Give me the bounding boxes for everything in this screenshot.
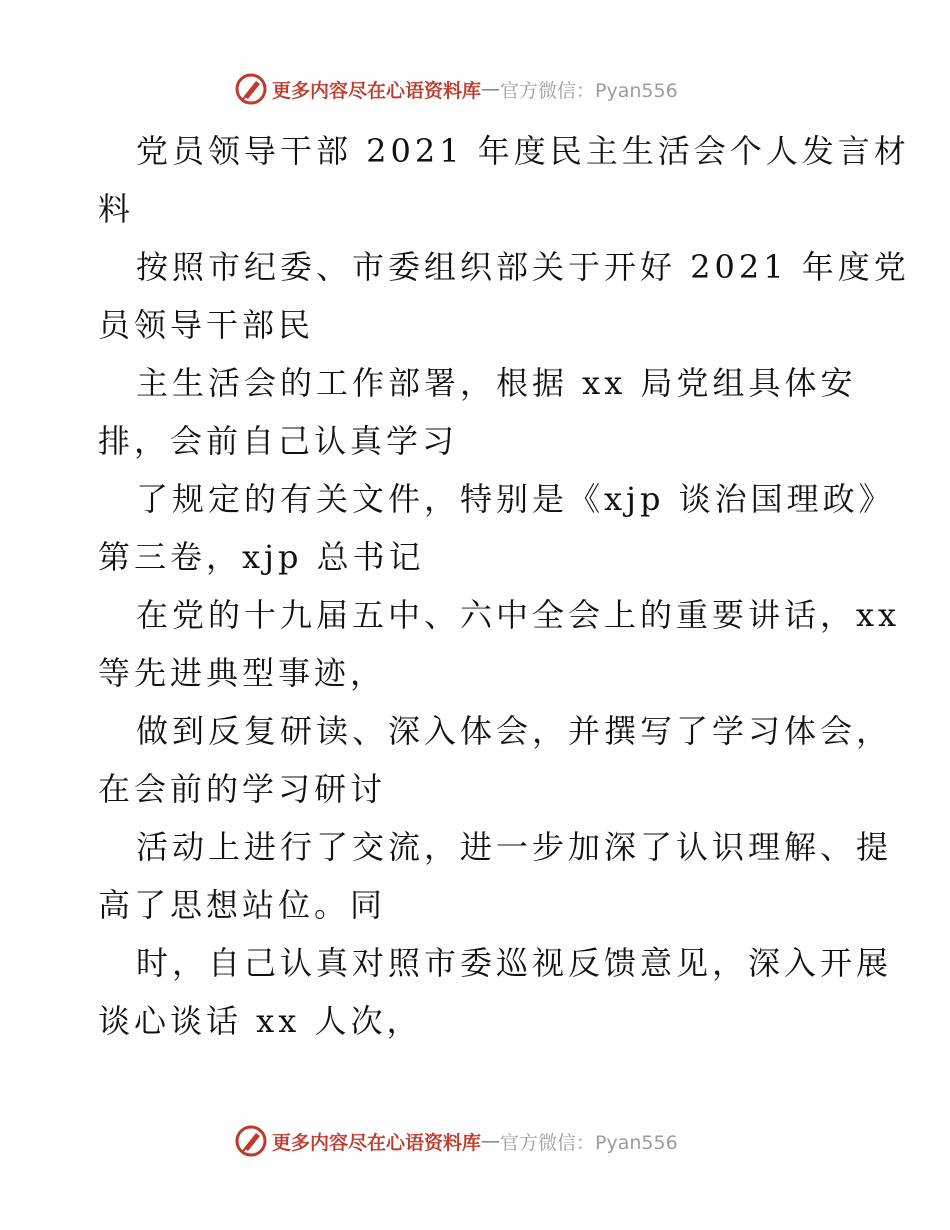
line-5-second: 等先进典型事迹， (98, 654, 387, 692)
paragraph-line-7 (98, 818, 893, 934)
line-6-first: 做到反复研读、深入体会，并撰写了学习体会， (136, 712, 893, 750)
line-7-first: 活动上进行了交流，进一步加深了认识理解、提 (136, 828, 893, 866)
footer-watermark (234, 1124, 754, 1158)
watermark-wechat: 官方微信：Pyan556 (500, 79, 678, 102)
line-2-second: 员领导干部民 (98, 306, 315, 344)
line-6-second: 在会前的学习研讨 (98, 770, 387, 808)
document-body (98, 122, 910, 1050)
line-2-first: 按照市纪委、市委组织部关于开好 2021 年度党 (136, 248, 910, 286)
paragraph-line-3 (98, 354, 858, 470)
paragraph-line-4 (98, 470, 895, 586)
pen-nib-circle-icon (234, 72, 268, 106)
paragraph-line-6 (98, 702, 893, 818)
line-1-first: 党员领导干部 2021 年度民主生活会个人发言材 (136, 132, 910, 170)
pen-nib-circle-icon (234, 1124, 268, 1158)
watermark-wechat: 官方微信：Pyan556 (500, 1131, 678, 1154)
line-5-first: 在党的十九届五中、六中全会上的重要讲话，xx (136, 596, 901, 634)
watermark-dash: — (481, 78, 501, 100)
paragraph-line-5 (98, 586, 901, 702)
line-7-second: 高了思想站位。同 (98, 886, 387, 924)
watermark-brand: 更多内容尽在心语资料库 (272, 79, 482, 102)
line-8-first: 时，自己认真对照市委巡视反馈意见，深入开展 (136, 944, 893, 982)
line-1-second: 料 (98, 190, 135, 228)
line-8-second: 谈心谈话 xx 人次， (98, 1002, 423, 1040)
line-4-first: 了规定的有关文件，特别是《xjp 谈治国理政》 (136, 480, 895, 518)
line-3-second: 排，会前自己认真学习 (98, 422, 459, 460)
watermark-brand: 更多内容尽在心语资料库 (272, 1131, 482, 1154)
watermark-dash: — (481, 1130, 501, 1152)
line-4-second: 第三卷，xjp 总书记 (98, 538, 425, 576)
paragraph-line-1 (98, 122, 910, 238)
line-3-first: 主生活会的工作部署，根据 xx 局党组具体安 (136, 364, 857, 402)
paragraph-line-2 (98, 238, 910, 354)
header-watermark (234, 72, 754, 106)
paragraph-line-8 (98, 934, 893, 1050)
